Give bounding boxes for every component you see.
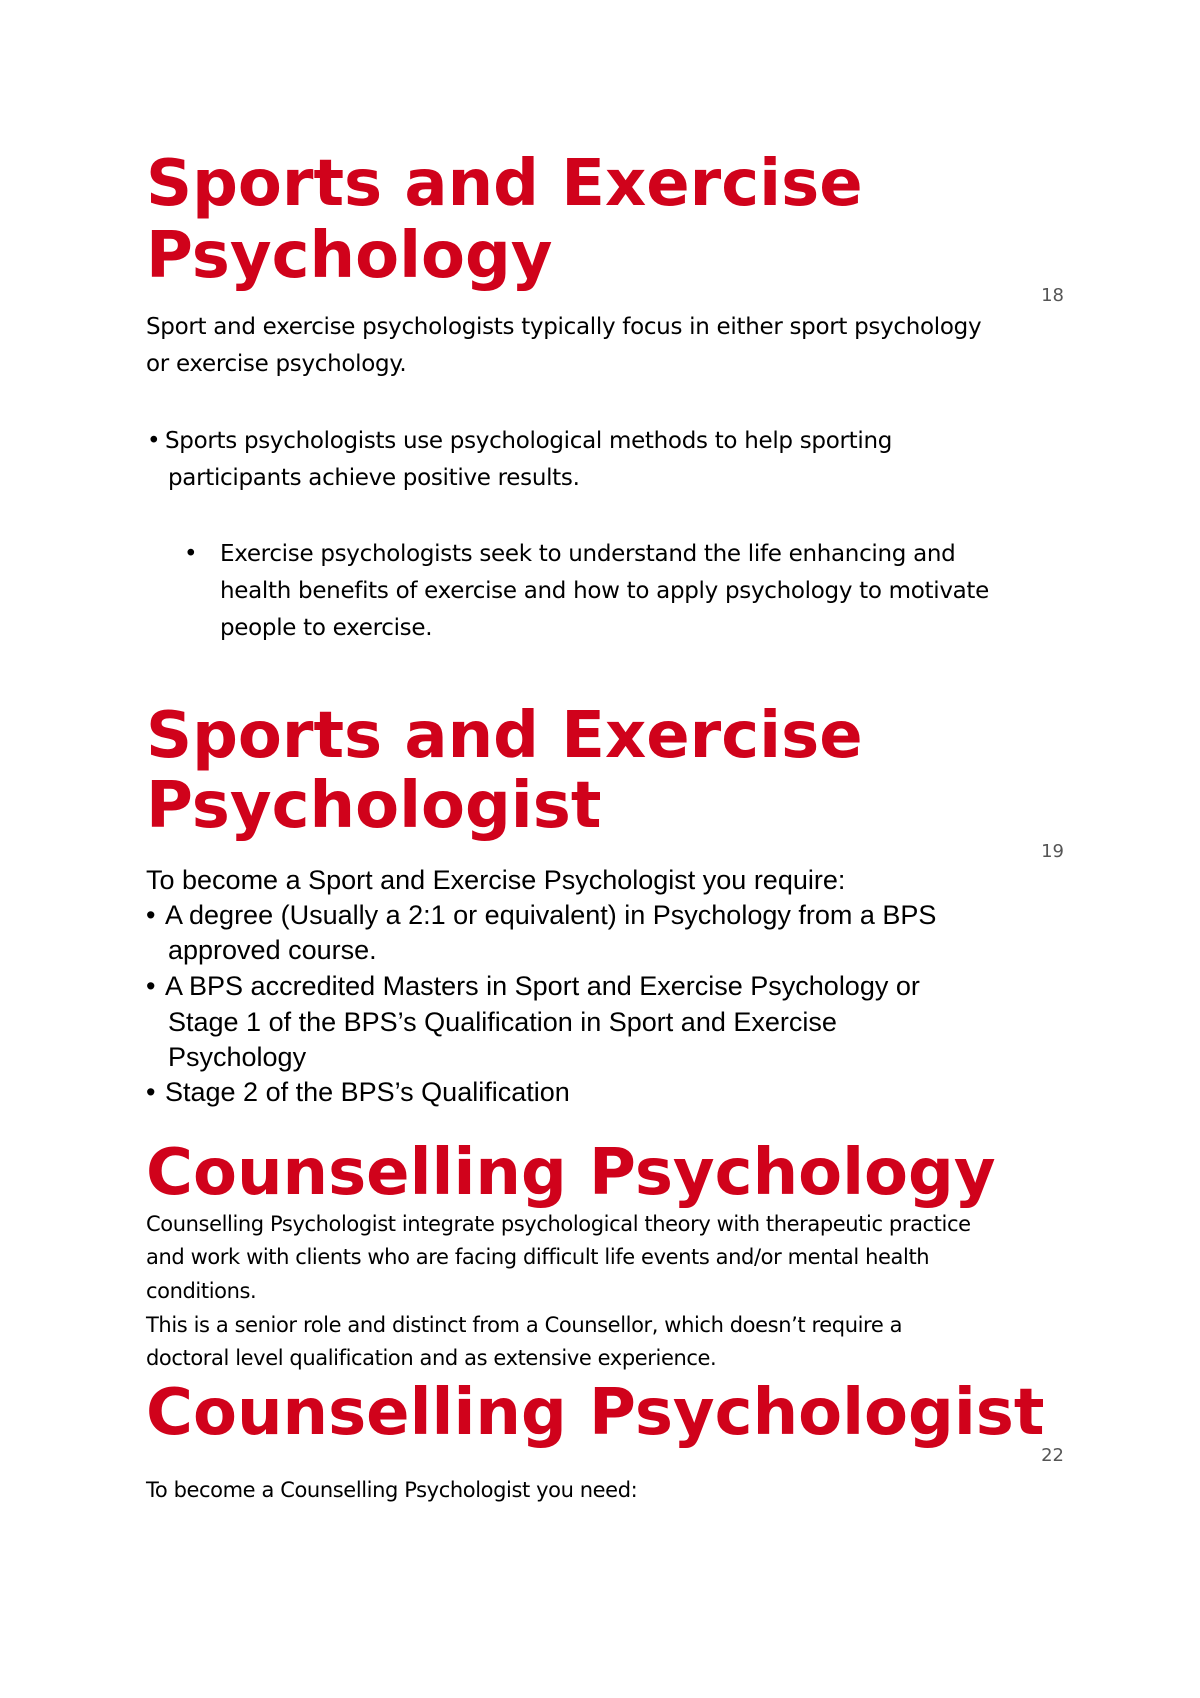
requirement-text-line2: Stage 1 of the BPS’s Qualification in Sport and Exercise: [168, 1007, 837, 1037]
heading-sports-exercise-psychology-line1: Sports and Exercise: [146, 147, 863, 221]
bullet-text-line3: people to exercise.: [220, 615, 433, 641]
paragraph-line: Counselling Psychologist integrate psychological theory with therapeutic practice: [146, 1212, 971, 1236]
intro-text-line1: Sport and exercise psychologists typically focus in either sport psychology: [146, 314, 982, 340]
intro-text-line2: or exercise psychology.: [146, 351, 407, 377]
requirements-intro: To become a Counselling Psychologist you need:: [146, 1478, 638, 1502]
bullet-glyph: •: [146, 900, 156, 930]
bullet-glyph: •: [184, 541, 198, 567]
requirement-text-line1: Stage 2 of the BPS’s Qualification: [165, 1077, 570, 1107]
paragraph-line: and work with clients who are facing difficult life events and/or mental health: [146, 1245, 930, 1269]
heading-sports-exercise-psychologist-line2: Psychologist: [146, 769, 602, 843]
heading-counselling-psychologist: Counselling Psychologist: [146, 1376, 1045, 1450]
paragraph-line: This is a senior role and distinct from a Counsellor, which doesn’t require a: [146, 1313, 903, 1337]
slide-number: 18: [1041, 285, 1064, 306]
paragraph-line: doctoral level qualification and as extensive experience.: [146, 1346, 717, 1370]
bullet-glyph: •: [147, 428, 161, 454]
bullet-text-line1: Exercise psychologists seek to understand the life enhancing and: [220, 541, 956, 567]
requirements-intro: To become a Sport and Exercise Psychologist you require:: [146, 865, 846, 895]
bullet-text-line2: participants achieve positive results.: [168, 465, 580, 491]
slide-number: 22: [1041, 1445, 1064, 1466]
bullet-glyph: •: [146, 1077, 156, 1107]
bullet-glyph: •: [146, 971, 156, 1001]
bullet-text-line1: Sports psychologists use psychological methods to help sporting: [165, 428, 893, 454]
requirement-text-line1: A BPS accredited Masters in Sport and Exercise Psychology or: [165, 971, 920, 1001]
requirement-text-line3: Psychology: [168, 1042, 307, 1072]
slide-number: 19: [1041, 841, 1064, 862]
bullet-text-line2: health benefits of exercise and how to apply psychology to motivate: [220, 578, 989, 604]
heading-counselling-psychology: Counselling Psychology: [146, 1136, 996, 1210]
requirement-text-line2: approved course.: [168, 935, 377, 965]
paragraph-line: conditions.: [146, 1279, 257, 1303]
heading-sports-exercise-psychologist-line1: Sports and Exercise: [146, 699, 863, 773]
requirement-text-line1: A degree (Usually a 2:1 or equivalent) in Psychology from a BPS: [165, 900, 937, 930]
heading-sports-exercise-psychology-line2: Psychology: [146, 219, 553, 293]
